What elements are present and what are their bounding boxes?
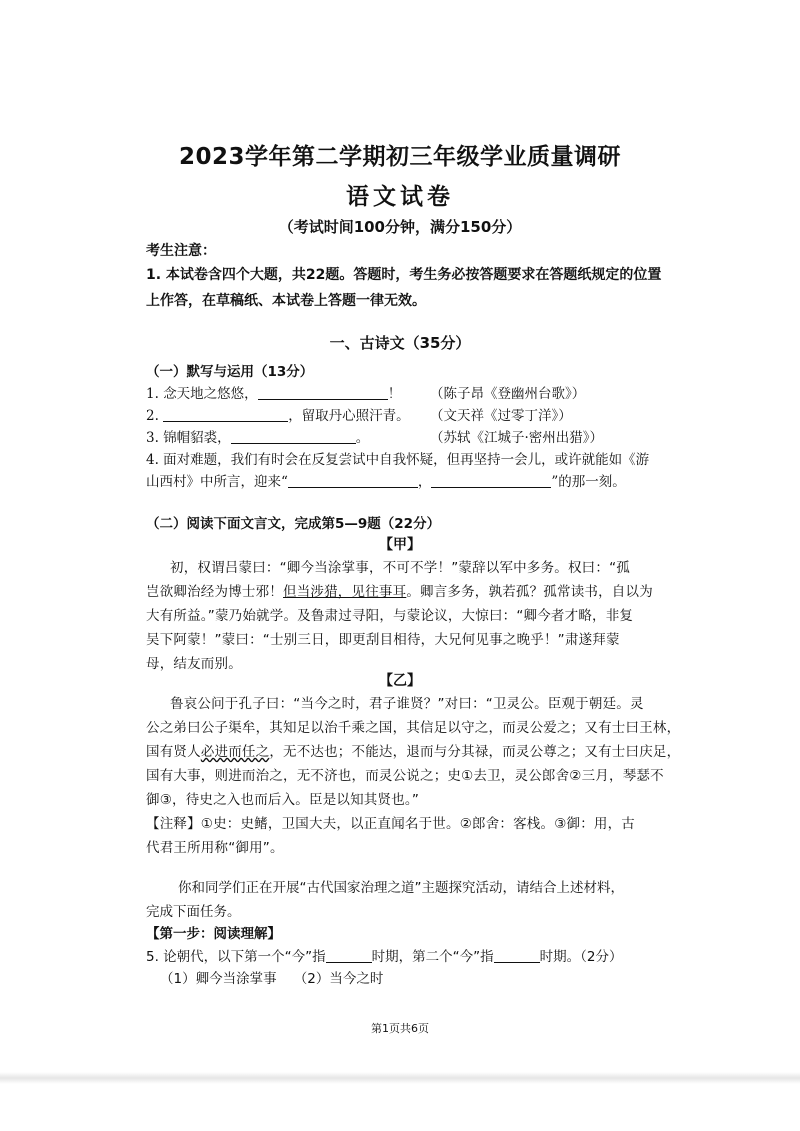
answer-blank[interactable]: [288, 473, 418, 488]
passage-b-line: 公之弟曰公子渠牟，其知足以治千乘之国，其信足以守之，而灵公爱之；又有士曰王林，: [146, 720, 681, 736]
underlined-sentence: 但当涉猎，见往事耳: [283, 584, 407, 600]
source-2: （文天祥《过零丁洋》）: [430, 408, 572, 424]
passage-a-tag: 【甲】: [379, 537, 421, 553]
answer-blank[interactable]: [258, 385, 388, 400]
passage-b-line: 鲁哀公问于孔子曰：“当今之时，君子谁贤？”对曰：“卫灵公。臣观于朝廷。灵: [170, 696, 644, 712]
passage-a-line: 母，结友而别。: [146, 656, 242, 672]
section-title: 一、古诗文（35分）: [329, 334, 471, 352]
question-4-line1: 4. 面对难题，我们有时会在反复尝试中自我怀疑，但再坚持一会儿，或许就能如《游: [146, 452, 650, 468]
scan-shadow: [0, 1072, 800, 1084]
exam-info: （考试时间100分钟，满分150分）: [278, 218, 522, 236]
answer-blank[interactable]: [163, 407, 288, 422]
exam-title: 2023学年第二学期初三年级学业质量调研: [178, 144, 621, 170]
passage-a-line: 大有所益。”蒙乃始就学。及鲁肃过寻阳，与蒙论议，大惊曰：“卿今者才略，非复: [146, 608, 634, 624]
part1-title: （一）默写与运用（13分）: [146, 364, 314, 380]
passage-b-line: 御③，待史之入也而后入。臣是以知其贤也。”: [146, 792, 420, 808]
notes-line: 【注释】①史：史鳍，卫国大夫，以正直闻名于世。②郎舍：客栈。③御：用，古: [146, 816, 636, 832]
passage-a-line: 初，权谓吕蒙曰：“卿今当涂掌事，不可不学！”蒙辞以军中多务。权曰：“孤: [170, 560, 630, 576]
answer-blank[interactable]: [494, 948, 540, 963]
passage-a-line: 岂欲卿治经为博士邪！但当涉猎，见往事耳。卿言多务，孰若孤？孤常读书，自以为: [146, 584, 653, 600]
notice-text: 1. 本试卷含四个大题，共22题。答题时，考生务必按答题要求在答题纸规定的位置上作答，在草稿纸、本试卷上答题一律无效。: [146, 267, 662, 309]
source-3: （苏轼《江城子·密州出猎》）: [430, 430, 604, 446]
answer-blank[interactable]: [431, 473, 551, 488]
underlined-phrase: 必进而任之: [200, 744, 270, 760]
question-3: 3. 锦帽貂裘， 。: [146, 430, 370, 446]
question-5-options: （1）卿今当涂掌事 （2）当今之时: [160, 971, 384, 987]
question-1: 1. 念天地之悠悠， ！: [146, 386, 402, 402]
question-5: 5. 论朝代，以下第一个“今”指 时期，第二个“今”指 时期。（2分）: [146, 949, 623, 965]
task-line: 你和同学们正在开展“古代国家治理之道”主题探究活动，请结合上述材料，: [178, 880, 624, 896]
question-4-line2: 山西村》中所言，迎来“ ， ”的那一刻。: [146, 474, 626, 490]
passage-b-line: 国有大事，则进而治之，无不济也，而灵公说之；史①去卫，灵公郎舍②三月，琴瑟不: [146, 768, 664, 784]
notice-heading: 考生注意：: [146, 243, 216, 259]
question-2: 2. ，留取丹心照汗青。: [146, 408, 410, 424]
notes-line: 代君王所用称“御用”。: [146, 840, 284, 856]
page-number: 第1页共6页: [371, 1022, 429, 1035]
passage-b-line: 国有贤人必进而任之，无不达也；不能达，退而与分其禄，而灵公尊之；又有士曰庆足，: [146, 744, 681, 760]
step1-heading: 【第一步：阅读理解】: [146, 926, 281, 942]
answer-blank[interactable]: [326, 948, 372, 963]
passage-a-line: 吴下阿蒙！”蒙曰：“士别三日，即更刮目相待，大兄何见事之晚乎！”肃遂拜蒙: [146, 632, 620, 648]
task-line: 完成下面任务。: [146, 904, 241, 920]
answer-blank[interactable]: [231, 429, 356, 444]
source-1: （陈子昂《登幽州台歌》）: [430, 386, 586, 402]
passage-b-tag: 【乙】: [379, 673, 421, 689]
subject-title: 语文试卷: [346, 184, 454, 210]
part2-title: （二）阅读下面文言文，完成第5—9题（22分）: [146, 516, 441, 532]
